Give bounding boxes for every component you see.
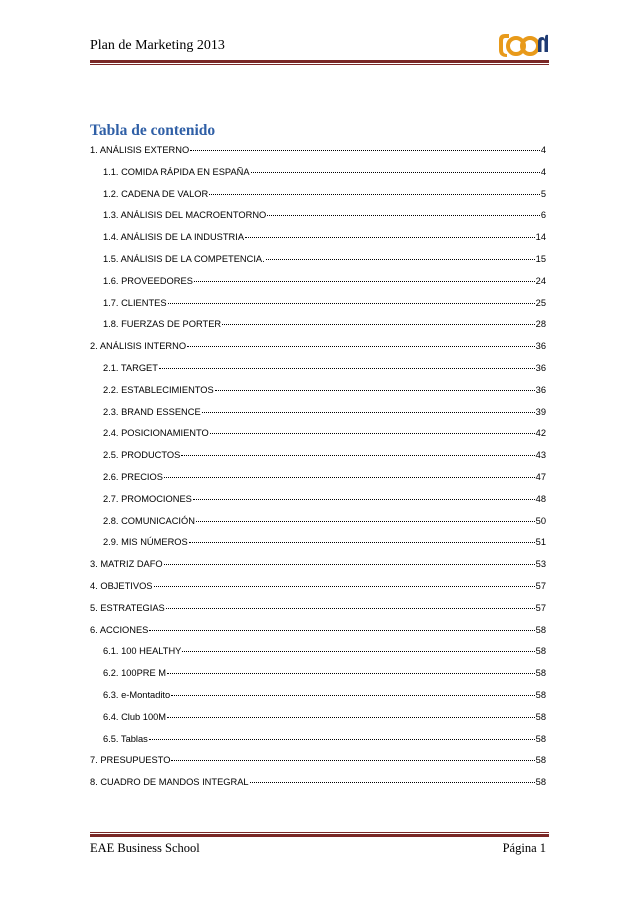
- toc-entry-page: 4: [540, 166, 546, 177]
- toc-entry-leader: [164, 477, 535, 478]
- toc-entry-leader: [154, 586, 535, 587]
- toc-entry[interactable]: [90, 576, 546, 598]
- toc-entry-leader: [196, 521, 535, 522]
- toc-entry-leader: [149, 630, 534, 631]
- toc-entry-page: 50: [535, 515, 546, 526]
- toc-entry-label: 2.7. PROMOCIONES: [103, 493, 192, 504]
- table-of-contents: [90, 140, 546, 794]
- toc-entry-leader: [189, 542, 535, 543]
- toc-entry-leader: [166, 608, 535, 609]
- toc-entry-label: 1.5. ANÁLISIS DE LA COMPETENCIA.: [103, 253, 265, 264]
- toc-entry[interactable]: [90, 729, 546, 751]
- toc-entry-page: 43: [535, 450, 546, 461]
- toc-entry-label: 2.9. MIS NÚMEROS: [103, 537, 188, 548]
- footer-rule-thin: [90, 832, 549, 833]
- toc-entry[interactable]: [90, 227, 546, 249]
- toc-entry-page: 53: [535, 559, 546, 570]
- toc-entry-page: 25: [535, 297, 546, 308]
- toc-entry[interactable]: [90, 641, 546, 663]
- toc-entry-label: 6.1. 100 HEALTHY: [103, 646, 182, 657]
- toc-entry-leader: [168, 303, 535, 304]
- toc-entry-leader: [167, 673, 535, 674]
- toc-entry[interactable]: [90, 750, 546, 772]
- toc-entry[interactable]: [90, 467, 546, 489]
- toc-entry-page: 4: [540, 145, 546, 155]
- toc-entry-label: 6. ACCIONES: [90, 624, 149, 635]
- toc-entry-page: 36: [535, 341, 546, 352]
- toc-entry-label: 1. ANÁLISIS EXTERNO: [90, 145, 190, 155]
- toc-entry-label: 5. ESTRATEGIAS: [90, 602, 165, 613]
- toc-entry[interactable]: [90, 489, 546, 511]
- toc-entry-label: 2.8. COMUNICACIÓN: [103, 515, 195, 526]
- footer-rule-thick: [90, 834, 549, 837]
- footer-organization: EAE Business School: [90, 841, 200, 855]
- toc-entry-page: 58: [535, 668, 546, 679]
- toc-entry-page: 28: [535, 319, 546, 330]
- toc-entry-page: 58: [535, 689, 546, 700]
- toc-entry-page: 57: [535, 602, 546, 613]
- toc-entry-label: 2.3. BRAND ESSENCE: [103, 406, 201, 417]
- toc-entry-leader: [149, 739, 535, 740]
- toc-entry-leader: [209, 194, 540, 195]
- toc-heading: Tabla de contenido: [90, 122, 216, 139]
- toc-entry-label: 7. PRESUPUESTO: [90, 755, 171, 766]
- toc-entry-leader: [245, 237, 535, 238]
- toc-entry-label: 2.1. TARGET: [103, 362, 158, 373]
- toc-entry-page: 15: [535, 253, 546, 264]
- toc-entry-page: 5: [540, 188, 546, 199]
- toc-entry-label: 2.4. POSICIONAMIENTO: [103, 428, 209, 439]
- toc-entry-page: 24: [535, 275, 546, 286]
- toc-entry-label: 1.6. PROVEEDORES: [103, 275, 193, 286]
- footer-page-number: Página 1: [502, 841, 546, 855]
- toc-entry-page: 42: [535, 428, 546, 439]
- toc-entry[interactable]: [90, 532, 546, 554]
- toc-entry-page: 6: [540, 210, 546, 221]
- toc-entry-leader: [193, 499, 535, 500]
- toc-entry[interactable]: [90, 162, 546, 184]
- toc-entry-leader: [267, 215, 540, 216]
- toc-entry[interactable]: [90, 445, 546, 467]
- toc-entry[interactable]: [90, 358, 546, 380]
- toc-entry[interactable]: [90, 598, 546, 620]
- toc-entry-label: 6.4. Club 100M: [103, 711, 167, 722]
- toc-entry-label: 1.7. CLIENTES: [103, 297, 167, 308]
- toc-entry-page: 58: [535, 711, 546, 722]
- toc-entry-page: 39: [535, 406, 546, 417]
- toc-entry-page: 58: [535, 624, 546, 635]
- toc-entry[interactable]: [90, 685, 546, 707]
- toc-entry-leader: [182, 651, 534, 652]
- toc-entry-label: 8. CUADRO DE MANDOS INTEGRAL: [90, 777, 249, 788]
- toc-entry-label: 6.2. 100PRE M: [103, 668, 167, 679]
- toc-entry[interactable]: [90, 336, 546, 358]
- toc-entry-page: 36: [535, 362, 546, 373]
- toc-entry-page: 48: [535, 493, 546, 504]
- toc-entry[interactable]: [90, 293, 546, 315]
- toc-entry-page: 58: [535, 777, 546, 788]
- toc-entry-label: 1.3. ANÁLISIS DEL MACROENTORNO: [103, 210, 267, 221]
- toc-entry-leader: [187, 346, 535, 347]
- toc-entry-leader: [222, 324, 535, 325]
- toc-entry-leader: [171, 760, 534, 761]
- toc-entry-label: 1.8. FUERZAS DE PORTER: [103, 319, 222, 330]
- toc-entry[interactable]: [90, 663, 546, 685]
- toc-entry-label: 1.1. COMIDA RÁPIDA EN ESPAÑA: [103, 166, 250, 177]
- toc-entry-leader: [250, 782, 535, 783]
- toc-entry-leader: [167, 717, 535, 718]
- toc-entry-leader: [164, 564, 535, 565]
- toc-entry[interactable]: [90, 380, 546, 402]
- toc-entry[interactable]: [90, 511, 546, 533]
- toc-entry-leader: [215, 390, 535, 391]
- toc-entry-leader: [181, 455, 534, 456]
- toc-entry-page: 51: [535, 537, 546, 548]
- toc-entry-leader: [210, 433, 535, 434]
- toc-entry-label: 2.6. PRECIOS: [103, 471, 163, 482]
- toc-entry[interactable]: [90, 402, 546, 424]
- toc-entry-leader: [171, 695, 534, 696]
- toc-entry-label: 6.3. e-Montadito: [103, 689, 171, 700]
- toc-entry-label: 2.2. ESTABLECIMIENTOS: [103, 384, 214, 395]
- toc-entry[interactable]: [90, 772, 546, 794]
- toc-entry[interactable]: [90, 249, 546, 271]
- toc-entry[interactable]: [90, 620, 546, 642]
- toc-entry-leader: [194, 281, 535, 282]
- 100-montaditos-logo-icon: [497, 26, 549, 60]
- toc-entry-label: 3. MATRIZ DAFO: [90, 559, 163, 570]
- header-rule-thick: [90, 60, 549, 63]
- toc-entry-label: 4. OBJETIVOS: [90, 580, 153, 591]
- toc-entry[interactable]: [90, 554, 546, 576]
- toc-entry-leader: [190, 150, 540, 151]
- toc-entry-leader: [202, 412, 535, 413]
- toc-entry-label: 6.5. Tablas: [103, 733, 148, 744]
- toc-entry-page: 58: [535, 733, 546, 744]
- header-title: Plan de Marketing 2013: [90, 38, 225, 53]
- toc-entry-page: 58: [535, 755, 546, 766]
- toc-entry-label: 1.2. CADENA DE VALOR: [103, 188, 209, 199]
- toc-entry-page: 47: [535, 471, 546, 482]
- toc-entry[interactable]: [90, 271, 546, 293]
- toc-entry-leader: [159, 368, 535, 369]
- toc-entry-page: 14: [535, 232, 546, 243]
- toc-entry-page: 58: [535, 646, 546, 657]
- toc-entry[interactable]: [90, 140, 546, 162]
- header-rule-thin: [90, 64, 549, 65]
- toc-entry-label: 2. ANÁLISIS INTERNO: [90, 341, 187, 352]
- toc-entry[interactable]: [90, 423, 546, 445]
- toc-entry[interactable]: [90, 707, 546, 729]
- toc-entry[interactable]: [90, 205, 546, 227]
- toc-entry-label: 1.4. ANÁLISIS DE LA INDUSTRIA: [103, 232, 245, 243]
- toc-entry[interactable]: [90, 184, 546, 206]
- toc-entry-leader: [266, 259, 535, 260]
- toc-entry-leader: [251, 172, 540, 173]
- toc-entry[interactable]: [90, 314, 546, 336]
- toc-entry-page: 36: [535, 384, 546, 395]
- toc-entry-page: 57: [535, 580, 546, 591]
- toc-entry-label: 2.5. PRODUCTOS: [103, 450, 181, 461]
